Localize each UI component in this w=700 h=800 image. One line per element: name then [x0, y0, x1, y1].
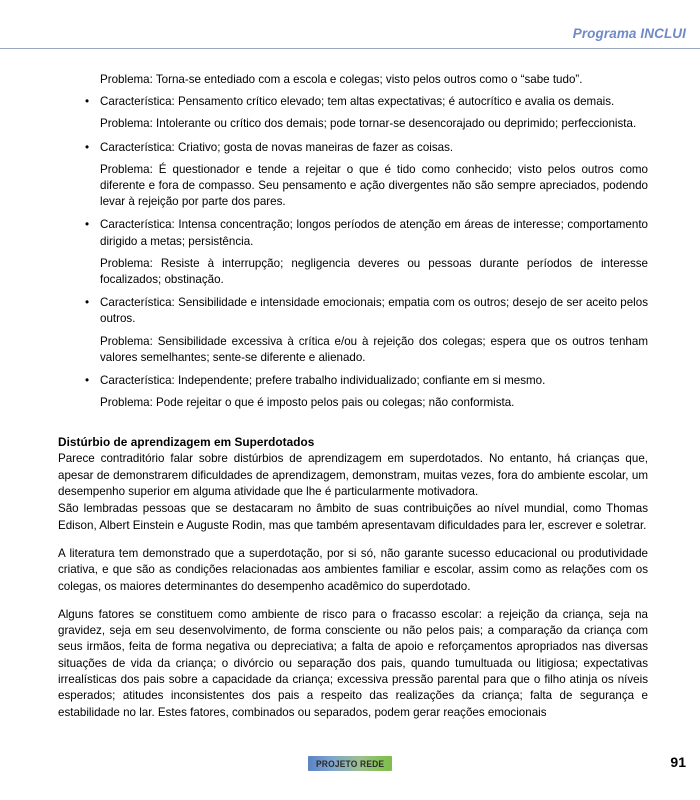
section-heading: Distúrbio de aprendizagem em Superdotados — [58, 435, 315, 450]
caracteristica-label: Característica: Independente; prefere trabalho individualizado; confiante em si mesmo. — [100, 374, 546, 388]
projeto-rede-logo-text: PROJETO REDE — [315, 758, 385, 769]
problema-text: Problema: É questionador e tende a rejeitar o que é tido como conhecido; visto pelos outros como diferente e fora de compasso. Seu pensamento e ação divergentes não são sempre apreciados, podendo levar à rejeição por parte dos pares. — [100, 162, 648, 209]
problema-text: Problema: Sensibilidade excessiva à crítica e/ou à rejeição dos colegas; espera que os outros tenham valores semelhantes; sente-se diferente e alienado. — [100, 334, 648, 364]
caracteristica-text — [85, 373, 648, 389]
header-program-title: Programa INCLUI — [572, 26, 686, 41]
bullet-icon: • — [85, 95, 90, 109]
problema-text: Problema: Intolerante ou crítico dos demais; pode tornar-se desencorajado ou deprimido; perfeccionista. — [100, 117, 637, 131]
list-item — [58, 217, 648, 288]
bullet-icon: • — [85, 296, 90, 310]
section-paragraph: São lembradas pessoas que se destacaram no âmbito de suas contribuições ao nível mundial, como Thomas Edison, Albert Einstein e Auguste Rodin, mas que também apresentavam dificuldades para ler, escrever e soletrar. — [58, 502, 648, 532]
header-divider — [0, 48, 700, 49]
bullet-icon: • — [85, 374, 90, 388]
page-number: 91 — [670, 754, 686, 770]
caracteristica-text — [85, 94, 648, 110]
list-item — [58, 94, 648, 132]
spacer — [58, 366, 648, 373]
page-footer — [0, 748, 700, 800]
section-paragraph: Parece contraditório falar sobre distúrbios de aprendizagem em superdotados. No entanto, há crianças que, apesar de demonstrarem dificuldades de aprendizagem, demonstram, muitas vezes, fora do ambiente escolar, um desempenho superior em alguma atividade que lhe é particularmente motivadora. — [58, 452, 648, 499]
caracteristica-label: Característica: Intensa concentração; longos períodos de atenção em áreas de interesse; comportamento dirigido a metas; persistência. — [100, 218, 648, 248]
characteristics-list — [58, 72, 648, 411]
list-item — [58, 140, 648, 211]
problema-text: Problema: Pode rejeitar o que é imposto pelos pais ou colegas; não conformista. — [100, 396, 515, 410]
caracteristica-text — [85, 217, 648, 249]
bullet-icon: • — [85, 140, 90, 154]
caracteristica-label: Característica: Pensamento crítico elevado; tem altas expectativas; é autocrítico e avalia os demais. — [100, 95, 615, 109]
problema-text: Problema: Resiste à interrupção; negligencia deveres ou pessoas durante períodos de interesse focalizados; obstinação. — [100, 256, 648, 287]
spacer — [58, 210, 648, 217]
problema-text: Problema: Torna-se entediado com a escola e colegas; visto pelos outros como o “sabe tudo”. — [100, 73, 583, 86]
page-content — [58, 72, 648, 721]
spacer — [58, 288, 648, 295]
caracteristica-text — [85, 295, 648, 327]
list-item — [58, 295, 648, 366]
list-item — [58, 72, 648, 88]
caracteristica-text — [85, 140, 648, 156]
projeto-rede-logo — [308, 756, 392, 771]
spacer — [58, 133, 648, 140]
bullet-icon: • — [85, 218, 90, 232]
section-paragraph: Alguns fatores se constituem como ambiente de risco para o fracasso escolar: a rejeição da criança, seja na gravidez, seja em seu desenvolvimento, de forma consciente ou não pelos pais; a comparação da criança com seus irmãos, feita de forma negativa ou depreciativa; a falta de apoio e reforçamentos apropriados nas diversas situações de vida da criança; o divórcio ou separação dos pais, quando tumultuada ou litigiosa; expectativas irrealísticas dos pais sobre a capacidade da criança; excessiva pressão parental para que o filho atinja os níveis esperados; atitudes inconsistentes dos pais a respeito das realizações da criança; falta de segurança e estabilidade no lar. Estes fatores, combinados ou separados, podem gerar reações emocionais — [58, 607, 648, 719]
list-item — [58, 373, 648, 411]
caracteristica-label: Característica: Sensibilidade e intensidade emocionais; empatia com os outros; desejo de ser aceito pelos outros. — [100, 296, 648, 326]
caracteristica-label: Característica: Criativo; gosta de novas maneiras de fazer as coisas. — [100, 140, 454, 154]
section-paragraph: A literatura tem demonstrado que a superdotação, por si só, não garante sucesso educacional ou produtividade criativa, e que são as condições relacionadas aos ambientes familiar e escolar, assim como as relações com os colegas, os maiores determinantes do desempenho acadêmico do superdotado. — [58, 546, 648, 593]
section-disturbio-aprendizagem — [58, 435, 648, 720]
page-header — [0, 0, 700, 50]
